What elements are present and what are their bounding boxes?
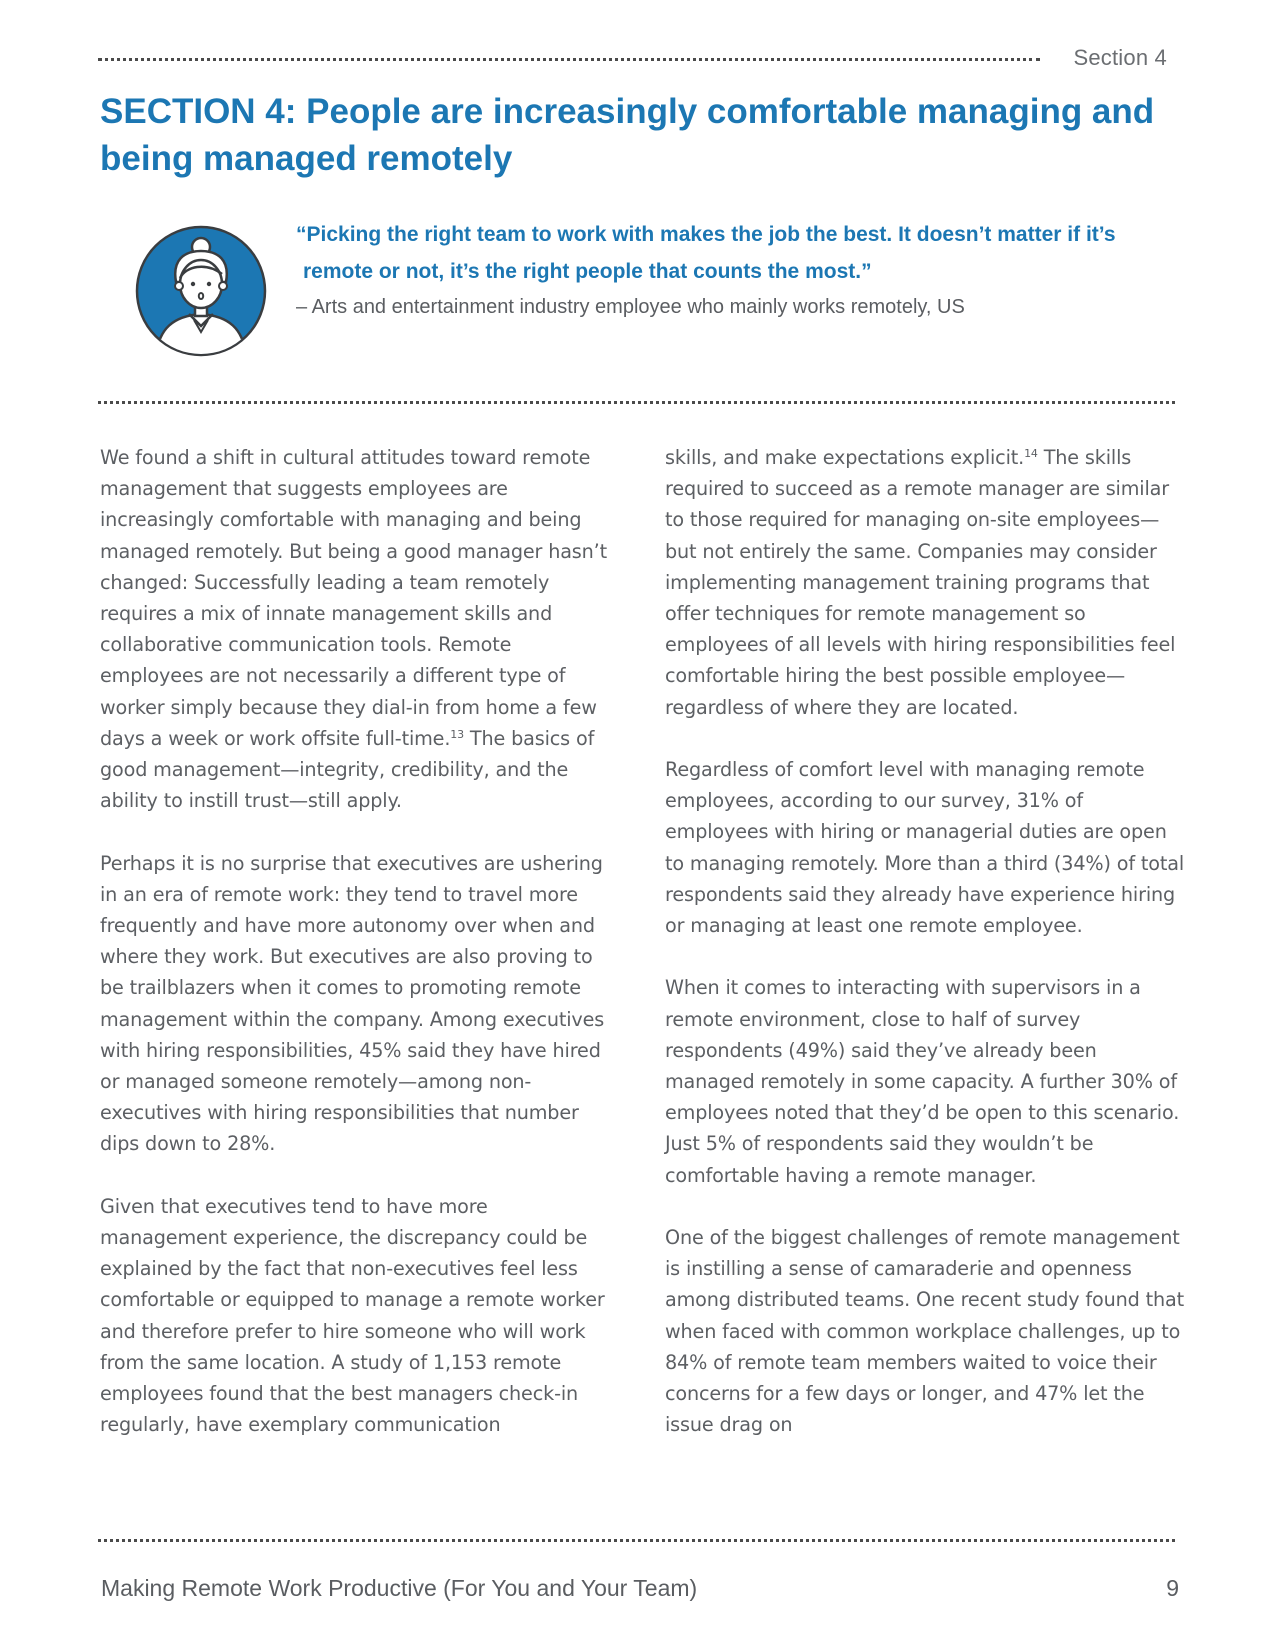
header-divider bbox=[98, 58, 1040, 61]
footer-document-title: Making Remote Work Productive (For You and Your Team) bbox=[101, 1575, 698, 1601]
body-paragraph: Regardless of comfort level with managing remote employees, according to our survey, 31% of employees with hiring or managerial duties are open to managing remotely. More than a third (34%) of total respondents said they already have experience hiring or managing at least one remote employee. bbox=[665, 758, 1185, 938]
body-text: skills, and make expectations explicit. bbox=[665, 446, 1025, 469]
body-right-column bbox=[665, 442, 1185, 1440]
footnote-ref: 14 bbox=[1024, 447, 1038, 460]
body-text: The skills required to succeed as a remote manager are similar to those required for managing on-site employees—but not entirely the same. Companies may consider implementing management training programs that offer techniques for remote management so employees of all levels with hiring responsibilities feel comfortable hiring the best possible employee—regardless of where they are located. bbox=[665, 446, 1176, 719]
pull-quote bbox=[296, 216, 1166, 324]
footer-divider bbox=[98, 1539, 1175, 1542]
body-text: We found a shift in cultural attitudes toward remote management that suggests employees are increasingly comfortable with managing and being managed remotely. But being a good manager hasn’t changed: Successfully leading a team remotely requires a mix of innate management skills and collaborative communication tools. Remote employees are not necessarily a different type of worker simply because they dial-in from home a few days a week or work offsite full-time. bbox=[100, 446, 607, 750]
page-number: 9 bbox=[1166, 1575, 1179, 1601]
body-text: The basics of good management—integrity, credibility, and the ability to instill trust—still apply. bbox=[100, 726, 595, 813]
quote-divider bbox=[98, 401, 1175, 404]
footnote-ref: 13 bbox=[450, 727, 464, 741]
quote-line-2: remote or not, it’s the right people that counts the most.” bbox=[303, 260, 872, 283]
body-paragraph bbox=[100, 442, 615, 816]
woman-avatar-icon bbox=[134, 224, 268, 358]
body-left-column bbox=[100, 442, 615, 1440]
body-paragraph: Perhaps it is no surprise that executives are ushering in an era of remote work: they tend to travel more frequently and have more autonomy over when and where they work. But executives are also proving to be trailblazers when it comes to promoting remote management within the company. Among executives with hiring responsibilities, 45% said they have hired or managed someone remotely—among non-executives with hiring responsibilities that number dips down to 28%. bbox=[100, 851, 605, 1156]
quote-line-1: “Picking the right team to work with makes the job the best. It doesn’t matter if it’s bbox=[296, 223, 1116, 246]
body-paragraph bbox=[665, 442, 1185, 723]
body-paragraph: Given that executives tend to have more management experience, the discrepancy could be explained by the fact that non-executives feel less comfortable or equipped to manage a remote worker and therefore prefer to hire someone who will work from the same location. A study of 1,153 remote employees found that the best managers check-in regularly, have exemplary communication bbox=[100, 1194, 605, 1437]
page-title: SECTION 4: People are increasingly comfortable managing and being managed remotely bbox=[100, 92, 1155, 178]
body-paragraph: One of the biggest challenges of remote management is instilling a sense of camaraderie and openness among distributed teams. One recent study found that when faced with common workplace challenges, up to 84% of remote team members waited to voice their concerns for a few days or longer, and 47% let the issue drag on bbox=[665, 1226, 1184, 1437]
section-tag: Section 4 bbox=[1073, 45, 1167, 70]
body-paragraph: When it comes to interacting with supervisors in a remote environment, close to half of survey respondents (49%) said they’ve already been managed remotely in some capacity. A further 30% of employees noted that they’d be open to this scenario. Just 5% of respondents said they wouldn’t be comfortable having a remote manager. bbox=[665, 976, 1180, 1187]
quote-attribution: – Arts and entertainment industry employee who mainly works remotely, US bbox=[296, 296, 965, 318]
